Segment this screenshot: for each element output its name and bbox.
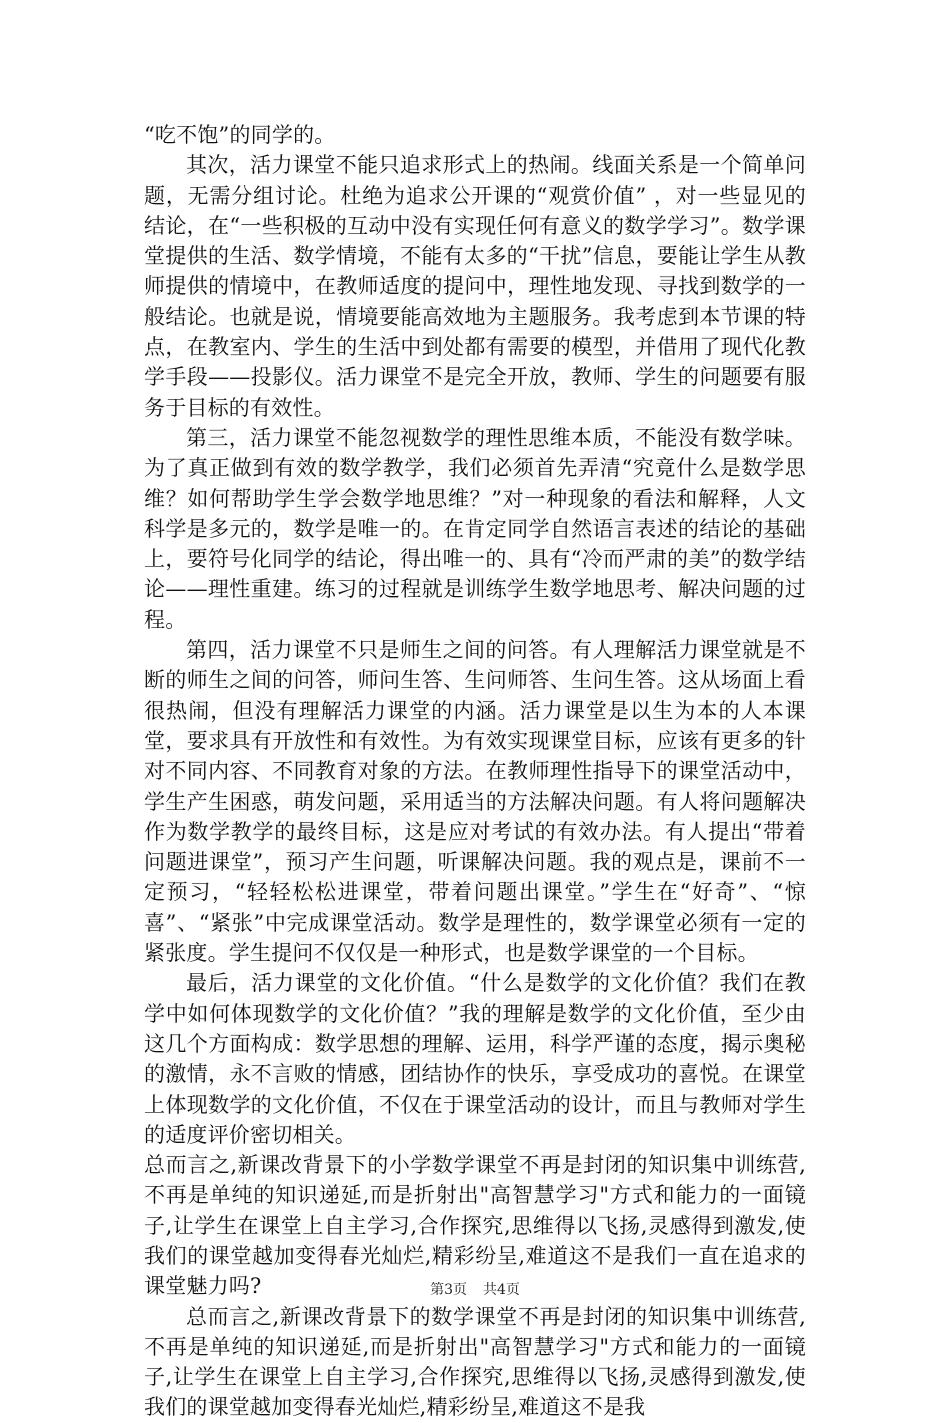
paragraph-summary: 总而言之,新课改背景下的小学数学课堂不再是封闭的知识集中训练营,不再是单纯的知识递延,而是折射出"高智慧学习"方式和能力的一面镜子,让学生在课堂上自主学习,合作探究,思维得以飞扬,灵感得到激发,使我们的课堂越加变得春光灿烂,精彩纷呈,难道这不是我们一直在追求的课堂魅力吗?: [144, 1153, 806, 1299]
document-body: [144, 120, 806, 1423]
paragraph-third-point: 第三，活力课堂不能忽视数学的理性思维本质，不能没有数学味。为了真正做到有效的数学教学，我们必须首先弄清“究竟什么是数学思维？如何帮助学生学会数学地思维？”对一种现象的看法和解释，人文科学是多元的，数学是唯一的。在肯定同学自然语言表述的结论的基础上，要符号化同学的结论，得出唯一的、具有“冷而严肃的美”的数学结论——理性重建。练习的过程就是训练学生数学地思考、解决问题的过程。: [144, 425, 806, 632]
paragraph-continuation: “吃不饱”的同学的。: [144, 123, 336, 147]
paragraph-second-point: 其次，活力课堂不能只追求形式上的热闹。线面关系是一个简单问题，无需分组讨论。杜绝为追求公开课的“观赏价值” ，对一些显见的结论，在“一些积极的互动中没有实现任何有意义的数学学习”。数学课堂提供的生活、数学情境，不能有太多的“干扰”信息，要能让学生从教师提供的情境中，在教师适度的提问中，理性地发现、寻找到数学的一般结论。也就是说，情境要能高效地为主题服务。我考虑到本节课的特点，在教室内、学生的生活中到处都有需要的模型，并借用了现代化教学手段——投影仪。活力课堂不是完全开放，教师、学生的问题要有服务于目标的有效性。: [144, 153, 806, 420]
total-pages: 共4页: [483, 1282, 520, 1298]
paragraph-fourth-point: 第四，活力课堂不只是师生之间的问答。有人理解活力课堂就是不断的师生之间的问答，师问生答、生问师答、生问生答。这从场面上看很热闹，但没有理解活力课堂的内涵。活力课堂是以生为本的人本课堂，要求具有开放性和有效性。为有效实现课堂目标，应该有更多的针对不同内容、不同教育对象的方法。在教师理性指导下的课堂活动中，学生产生困惑，萌发问题，采用适当的方法解决问题。有人将问题解决作为数学教学的最终目标，这是应对考试的有效办法。有人提出“带着问题进课堂”，预习产生问题，听课解决问题。我的观点是，课前不一定预习，“轻轻松松进课堂，带着问题出课堂。”学生在“好奇”、“惊喜”、“紧张”中完成课堂活动。数学是理性的，数学课堂必须有一定的紧张度。学生提问不仅仅是一种形式，也是数学课堂的一个目标。: [144, 638, 806, 966]
paragraph-summary-repeat: 总而言之,新课改背景下的数学课堂不再是封闭的知识集中训练营,不再是单纯的知识递延,而是折射出"高智慧学习"方式和能力的一面镜子,让学生在课堂上自主学习,合作探究,思维得以飞扬,灵感得到激发,使我们的课堂越加变得春光灿烂,精彩纷呈,难道这不是我: [144, 1304, 806, 1420]
paragraph-final-point: 最后，活力课堂的文化价值。“什么是数学的文化价值？我们在教学中如何体现数学的文化价值？”我的理解是数学的文化价值，至少由这几个方面构成：数学思想的理解、运用，科学严谨的态度，揭示奥秘的激情，永不言败的情感，团结协作的快乐，享受成功的喜悦。在课堂上体现数学的文化价值，不仅在于课堂活动的设计，而且与教师对学生的适度评价密切相关。: [144, 971, 806, 1147]
page-footer: [0, 1281, 950, 1299]
page-number: 第3页: [430, 1282, 467, 1298]
